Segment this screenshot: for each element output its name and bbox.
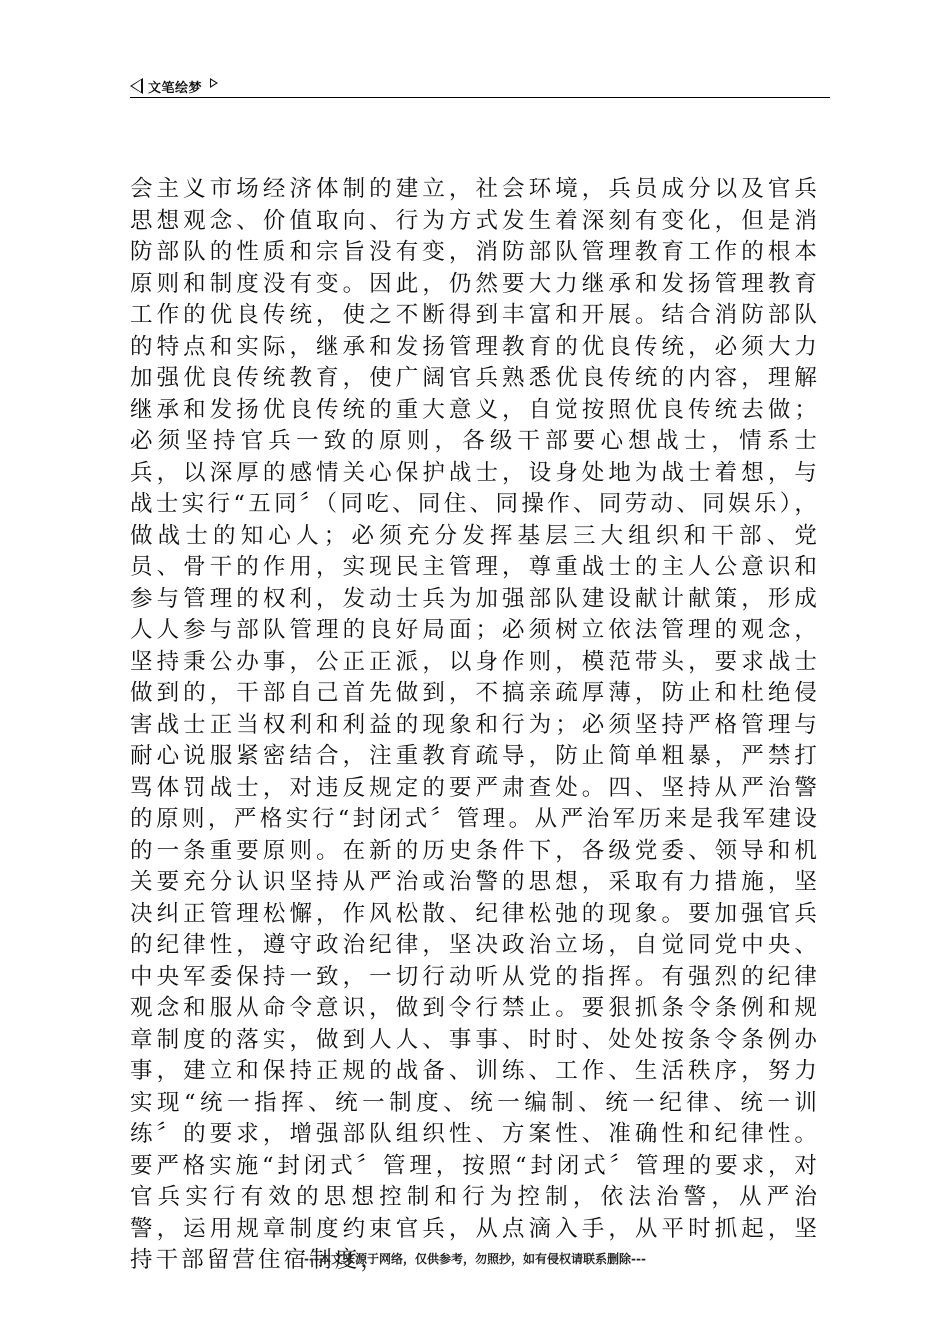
footer-disclaimer: ---本文来源于网络，仅供参考，勿照抄，如有侵权请联系删除--- bbox=[304, 1252, 646, 1266]
page-header bbox=[130, 76, 218, 96]
body-paragraph: 会主义市场经济体制的建立，社会环境，兵员成分以及官兵思想观念、价值取向、行为方式发生着深刻有变化，但是消防部队的性质和宗旨没有变，消防部队管理教育工作的根本原则和制度没有变。因此，仍然要大力继承和发扬管理教育工作的优良传统，使之不断得到丰富和开展。结合消防部队的特点和实际，继承和发扬管理教育的优良传统，必须大力加强优良传统教育，使广阔官兵熟悉优良传统的内容，理解继承和发扬优良传统的重大意义，自觉按照优良传统去做；必须坚持官兵一致的原则，各级干部要心想战士，情系士兵，以深厚的感情关心保护战士，设身处地为战士着想，与战士实行“五同〞（同吃、同住、同操作、同劳动、同娱乐），做战士的知心人；必须充分发挥基层三大组织和干部、党员、骨干的作用，实现民主管理，尊重战士的主人公意识和参与管理的权利，发动士兵为加强部队建设献计献策，形成人人参与部队管理的良好局面；必须树立依法管理的观念，坚持秉公办事，公正正派，以身作则，模范带头，要求战士做到的，干部自己首先做到，不搞亲疏厚薄，防止和杜绝侵害战士正当权利和利益的现象和行为；必须坚持严格管理与耐心说服紧密结合，注重教育疏导，防止简单粗暴，严禁打骂体罚战士，对违反规定的要严肃查处。四、坚持从严治警的原则，严格实行“封闭式〞管理。从严治军历来是我军建设的一条重要原则。在新的历史条件下，各级党委、领导和机关要充分认识坚持从严治或治警的思想，采取有力措施，坚决纠正管理松懈，作风松散、纪律松弛的现象。要加强官兵的纪律性，遵守政治纪律，坚决政治立场，自觉同党中央、中央军委保持一致，一切行动听从党的指挥。有强烈的纪律观念和服从命令意识，做到令行禁止。要狠抓条令条例和规章制度的落实，做到人人、事事、时时、处处按条令条例办事，建立和保持正规的战备、训练、工作、生活秩序，努力实现“统一指挥、统一制度、统一编制、统一纪律、统一训练〞的要求，增强部队组织性、方案性、准确性和纪律性。要严格实施“封闭式〞管理，按照“封闭式〞管理的要求，对官兵实行有效的思想控制和行为控制，依法治警，从严治警，运用规章制度约束官兵，从点滴入手，从平时抓起，坚持干部留营住宿制度， bbox=[130, 176, 820, 1273]
header-divider bbox=[130, 97, 830, 98]
triangle-left-icon bbox=[130, 78, 143, 94]
triangle-right-icon bbox=[210, 78, 218, 88]
header-title: 文笔绘梦 bbox=[148, 80, 203, 96]
